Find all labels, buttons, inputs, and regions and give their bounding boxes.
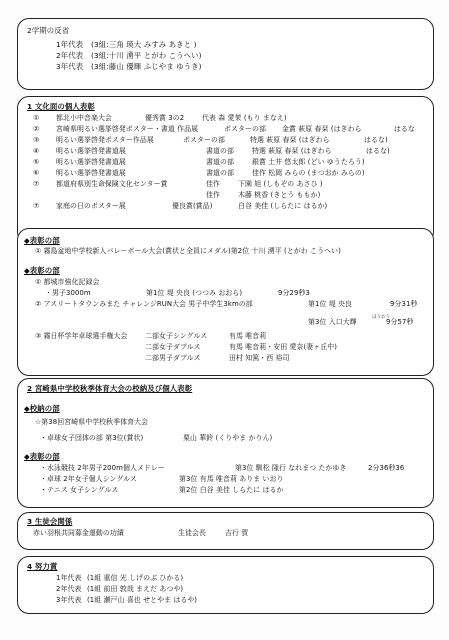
- award-row-7-event: 都道府県別生命保険文化センター賞: [56, 180, 168, 188]
- award-row-1-num: ①: [33, 114, 40, 122]
- red-feather-line: 赤い羽根共同募金運動の功績: [33, 529, 124, 537]
- award-row-4-num: ④: [33, 147, 40, 155]
- award-row-4-category: 書道の部: [206, 147, 234, 155]
- award-row-2-num: ②: [33, 125, 40, 133]
- reflection-row-3-name: (3組:藤山 優輝 ふじやま ゆうき): [91, 62, 202, 71]
- tt-category-3: 二部男子ダブルス: [145, 354, 201, 362]
- award-row-5-event: 明るい選挙啓発書道展: [56, 158, 126, 166]
- 3000m-time: 9分29秒3: [278, 289, 310, 297]
- award-row-6-winner: 佳作 松岡 みらの (まつおか みらの): [252, 169, 365, 177]
- award-row-5-num: ⑤: [33, 158, 40, 166]
- volleyball-award: ① 霧島盆地中学校新人バレーボール大会(賞状と全員にメダル)第2位 十川 湧平 (とがわ こうへい): [35, 247, 341, 255]
- tt-team-player: 栗山 華鈴 (くりやま かりん): [183, 434, 273, 442]
- award-row-6-event: 明るい選挙啓発書道展: [56, 169, 126, 177]
- sports-awards-title: ◆表彰の部: [24, 236, 60, 245]
- award-row-7-num: ⑦: [33, 180, 40, 188]
- award-row-5-category: 書道の部: [206, 158, 234, 166]
- 3000m-event: ・男子3000m: [45, 289, 91, 297]
- reflection-row-2-name: (3組:十川 湧平 とがわ こうへい): [91, 51, 202, 60]
- award-row-9-winner: 白谷 美佳 (しらたに はるか): [238, 202, 328, 210]
- award-row-7-prize: 佳作: [206, 180, 220, 188]
- tt-player-3: 田村 知篤・西 裕司: [229, 354, 290, 362]
- award-row-3-category: ポスターの部: [183, 136, 225, 144]
- run-event: ② アスリートタウンみまた チャレンジRUN大会 男子中学生3kmの部: [35, 300, 253, 308]
- city-meet: ① 都城市強化記録会: [35, 278, 100, 286]
- award-row-3-winner-end: はるな): [364, 136, 388, 144]
- prefecture-sports-title: 2 宮崎県中学校秋季体育大会の校納及び個人表彰: [27, 384, 193, 393]
- award-row-7-winner: 下園 旭 (しもぞの あさひ ): [238, 180, 323, 188]
- swim-event: ・水泳競技 2年男子200m個人メドレー: [40, 464, 165, 472]
- tt-player-1: 有馬 唯音莉: [229, 332, 267, 340]
- prefecture-meet-name: ☆第38回宮崎県中学校秋季体育大会: [35, 418, 149, 426]
- tt-team-award: ・卓球女子団体の部 第3位(賞状): [40, 434, 144, 442]
- effort-row-1-label: 1年代表: [56, 574, 82, 582]
- tennis-event: ・テニス 女子シングルス: [40, 486, 119, 494]
- award-row-8-prize: 佳作: [206, 191, 220, 199]
- award-row-9-event: 家庭の日のポスター展: [56, 202, 126, 210]
- award-row-1-event: 都北小中音楽大会: [56, 114, 112, 122]
- tt-player-2: 有馬 唯音莉・安田 愛奈(妻ヶ丘中): [229, 343, 338, 351]
- student-council-title: 3 生徒会関係: [27, 517, 73, 526]
- award-row-9-num: ⑦: [33, 202, 40, 210]
- council-president: 吉行 賀: [225, 529, 249, 537]
- award-row-5-winner: 銀賞 土井 悠太郎 (どい ゆうたろう): [252, 158, 365, 166]
- award-row-2-event: 宮崎県明るい選挙啓発ポスター・書道 作品展: [56, 125, 199, 133]
- award-row-4-winner: 特選 萩原 春栞 (はぎわら: [252, 147, 332, 155]
- effort-row-2-name: (1組 前田 敦哉 まえだ あつや): [87, 585, 184, 593]
- run-winner-1: 第1位 堤 央良: [308, 300, 353, 308]
- award-row-3-event: 明るい選挙啓発ポスター作品展: [56, 136, 154, 144]
- award-row-6-num: ⑥: [33, 169, 40, 177]
- award-row-4-winner-end: はるな): [366, 147, 390, 155]
- swim-winner: 第3位 馴松 隆行 なれまつ たかゆき: [235, 464, 347, 472]
- award-row-1-winner: 代表 森 愛茉 (もり まなえ): [202, 114, 287, 122]
- award-row-8-winner: 木藤 桃香 (きとう ももか): [238, 191, 321, 199]
- award-row-4-event: 明るい選挙啓発書道展: [56, 147, 126, 155]
- run-time-2: 9分57秒: [386, 318, 414, 326]
- award-row-9-prize: 優良賞(賞品): [172, 202, 213, 210]
- award-row-3-num: ③: [33, 136, 40, 144]
- reflection-title: 2学期の反省: [27, 26, 70, 35]
- effort-row-2-label: 2年代表: [56, 585, 82, 593]
- tt-individual-event: ・卓球 2年女子個人シングルス: [40, 475, 137, 483]
- award-row-2-winner-end: はるな: [394, 125, 415, 133]
- run-time-1: 9分31秒: [390, 300, 418, 308]
- council-role: 生徒会長: [178, 529, 206, 537]
- school-award-title: ◆校納の部: [24, 404, 60, 413]
- award-row-6-category: 書道の部: [206, 169, 234, 177]
- run-winner-2-ruby: ほうおう: [372, 315, 391, 320]
- tt-category-2: 二部女子ダブルス: [145, 343, 201, 351]
- reflection-row-2-label: 2年代表: [56, 51, 84, 60]
- reflection-row-1-label: 1年代表: [56, 40, 84, 49]
- effort-award-title: 4 努力賞: [27, 562, 58, 571]
- table-tennis-event: ③ 霧日杯学年卓球選手権大会: [35, 332, 128, 340]
- run-winner-2: 第3位 入口大輝: [308, 318, 357, 326]
- individual-award-title: ◆表彰の部: [24, 452, 60, 461]
- tennis-winner: 第2位 白谷 美佳 しらたに はるか: [179, 486, 284, 494]
- effort-row-3-name: (1組 瀬戸山 喜也 せとやま はるや): [87, 596, 198, 604]
- award-row-1-prize: 優秀賞 3の2: [145, 114, 185, 122]
- reflection-row-3-label: 3年代表: [56, 62, 84, 71]
- award-row-3-winner: 特選 萩原 春栞 (はぎわら: [250, 136, 330, 144]
- swim-time: 2分36秒36: [368, 464, 405, 472]
- tt-category-1: 二部女子シングルス: [145, 332, 208, 340]
- award-row-2-winner: 金賞 萩原 春栞 (はぎわら: [282, 125, 362, 133]
- award-row-2-category: ポスターの部: [224, 125, 266, 133]
- reflection-row-1-name: (3組:三角 瑛大 みすみ あきと ): [91, 40, 197, 49]
- effort-row-1-name: (1組 重信 光 しげのぶ ひかる): [87, 574, 184, 582]
- 3000m-winner: 第1位 堤 央良 (つつみ おおら): [146, 289, 243, 297]
- individual-awards-title: ◆表彰の部: [24, 266, 60, 275]
- effort-row-3-label: 3年代表: [56, 596, 82, 604]
- tt-individual-winner: 第3位 有馬 唯音莉 ありま いおり: [179, 475, 284, 483]
- culture-awards-title: 1 文化面の個人表彰: [27, 102, 95, 111]
